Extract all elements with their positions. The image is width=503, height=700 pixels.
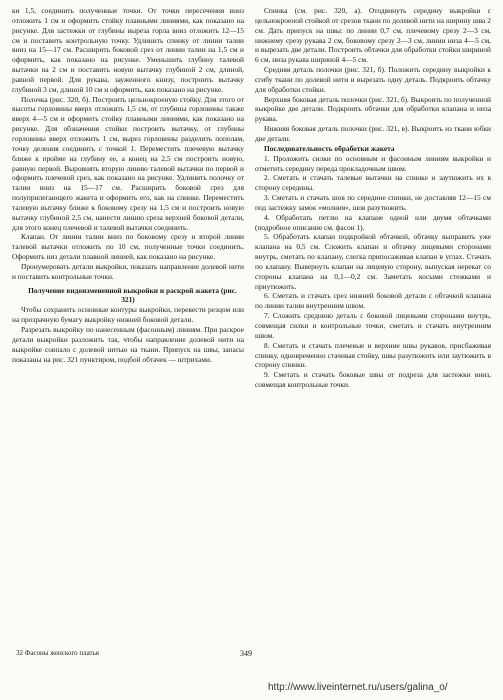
step-item: 6. Сметать и стачать срез нижней боковой детали с обтачкой клапана по линии талии внутренним швом. xyxy=(255,291,491,311)
step-item: 9. Сметать и стачать боковые швы от подреза для застежки вниз, совмещая контрольные точки. xyxy=(255,370,491,390)
running-footer: 32 Фасоны женского платья xyxy=(16,649,100,657)
page-number: 349 xyxy=(240,649,252,658)
paragraph: Клапан. От линии талии вниз по боковому срезу и второй линии талевой вытачки отложить по 10 см, полученные точки соединить. Оформить низ детали плавной линией, как показано на рисунке. xyxy=(12,232,244,262)
paragraph: Полочка (рис. 320, б). Построить цельнокроеную стойку. Для этого от высоты горловины вверх отложить 1,5 см, от глубины горловины также вверх 4—5 см и оформить стойку плавными линиями, как показано на рисунке. Для обзначения стойки построить вытачку, от глубины горловины вверх отложить 1 см, вырез горловины разделить пополам, точку деления соединить с точкой 1. Переместить плечевую вытачку ближе к пройме на глубину ее, а конец на 2,5 см построить новую, равную первой. Выровнять вторую линию талевой вытачки по первой и оформить плечевой срез, как показано на рисунке. Удлинить полочку от талии вниз на 15—17 см. Расширить боковой срез для полуприлегающего жакета и оформить его, как на спинке. Переместить талевую вытачку ближе к боковому срезу на 1,5 см и построить новую вытачку глубиной 2,5 см, нанести линию среза верхней боковой детали, для этого конец плечевой и талевой вытачки соединить. xyxy=(12,94,244,232)
paragraph: Разрезать выкройку по нанесенным (фасонным) линиям. При раскрое детали выкройки разложить так, чтобы направление долевой нити на выкройке совпало с долевой нитью на ткани. Припуск на швы, запасы показаны на рис. 321 пунктиром, подбой обтачек — штрихами. xyxy=(12,325,244,364)
paragraph: Чтобы сохранить основные контуры выкройки, перевести резцом или на прозрачную бумагу выкройку нижней боковой детали. xyxy=(12,305,244,325)
step-item: 5. Обработать клапан подкройкой обтачкой, обтачку выправить уже клапана на 0,5 см. Сложить клапан и обтачку лицевыми сторонами внутрь, сметать по клапану, слегка припосаживая клапан в углах. Стачать по клапану. Вывернуть клапан на лицевую сторону, выпуская нерекат со стороны клапана на 0,1—0,2 см. Заметать косыми стежками и приутюжить. xyxy=(255,232,491,291)
step-item: 8. Сметать и стачать плечевые и верхние швы рукавов, присбаживая спинку, одновременно стачивая стойку, швы разутюжить или заутюжить в сторону спинки. xyxy=(255,340,491,370)
step-item: 2. Сметать и стачать талевые вытачки на спинке и заутюжить их в сторону середины. xyxy=(255,173,491,193)
paragraph: ки 1,5, соединить полученные точки. От точки пересечения вниз отложить 1 см и оформить стойку плавными линиями, как показано на рисунке. Для застежки от глубины выреза горла вниз отложить 12—15 см и поставить контрольную точку. Удлинить спинку от линии талии вниз на 15—17 см. Расширить боковой срез от линии талии на 1,5 см и оформить, как показано на рисунке. Уменьшить глубину талевой вытачки на 2 см и поставить новую вытачку глубиной 2 см, длиной, равной первой. Для рукава, зауженного книзу, построить вытачку глубиной 3 см, длиной 10 см и оформить, как показано на рисунке. xyxy=(12,6,244,94)
step-item: 7. Сложить среднюю деталь с боковой лицевыми сторонами внутрь, совмещая силки и контрольные точки, сметать и стачать внутренним швом. xyxy=(255,311,491,340)
paragraph: Пронумеровать детали выкройки, показать направление долевой нити и поставить контрольные точки. xyxy=(12,261,244,281)
paragraph: Средняя деталь полочки (рис. 321, б). Положить середину выкройки к сгибу ткани по долевой нити и вырезать одну деталь. Подкроить обтачку для обработки стойки. xyxy=(255,65,491,94)
step-item: 4. Обработать петлю на клапане одной или двумя обтачками (подробное описание см. фасон 1). xyxy=(255,212,491,232)
paragraph: Спинка (см. рис. 320, а). Отодвинуть середину выкройки с цельнокроеной стойкой от срезов ткани по долевой нити на ширину шва 2 см. Дать припуск на швы: по линии 0,7 см, плечевому срезу 2—3 см, нижнему срезу рукава 2 см, боковому срезу 2—3 см, линии низа 4—5 см, и вырезать две детали. Построить обтачки для обработки стойки шириной 6 см, низа рукава шириной 4—5 см. xyxy=(255,6,491,65)
step-item: 1. Проложить силки по основным и фасонным линиям выкройки и отметить середину переда прокладочным швом. xyxy=(255,153,491,173)
step-item: 3. Сметать и стачать шов по середине спинки, не доставляя 12—15 см под застежку замок «молния», шов разутюжить. xyxy=(255,193,491,212)
right-column xyxy=(255,6,491,390)
watermark-url: http://www.liveinternet.ru/users/galina_o/ xyxy=(268,682,448,693)
left-column xyxy=(12,6,244,364)
section-heading: Получение видоизмененной выкройки и раскрой жакета (рис. 321) xyxy=(28,285,237,305)
paragraph: Нижняя боковая деталь полочки (рис. 321, в). Выкроить из ткани юбки две детали. xyxy=(255,124,491,143)
paragraph: Верхняя боковая деталь полочки (рис. 321, б). Выкроить по полученной выкройке две детали. Подкроить обтачки для обработки клапана и низа рукава. xyxy=(255,94,492,124)
section-heading: Последовательность обработки жакета xyxy=(264,143,395,153)
